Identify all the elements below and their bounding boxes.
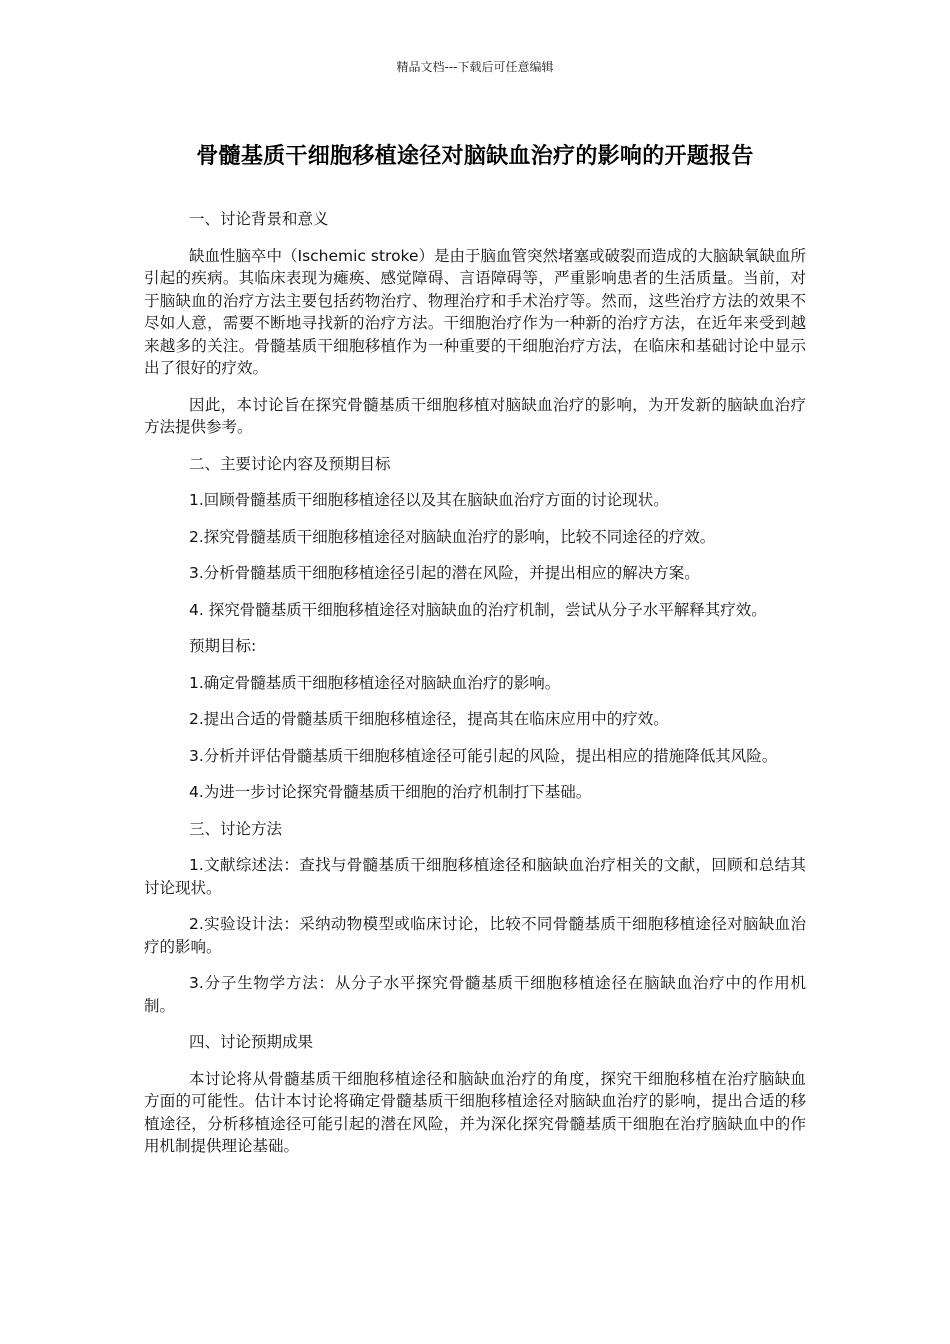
method-item: 1.文献综述法：查找与骨髓基质干细胞移植途径和脑缺血治疗相关的文献，回顾和总结其讨论现状。 — [144, 856, 806, 897]
goals-label: 预期目标: — [189, 637, 257, 655]
research-item: 3.分析骨髓基质干细胞移植途径引起的潜在风险，并提出相应的解决方案。 — [189, 564, 700, 582]
goal-item: 4.为进一步讨论探究骨髓基质干细胞的治疗机制打下基础。 — [189, 783, 592, 801]
research-item: 1.回顾骨髓基质干细胞移植途径以及其在脑缺血治疗方面的讨论现状。 — [189, 491, 669, 509]
research-item: 4. 探究骨髓基质干细胞移植途径对脑缺血的治疗机制，尝试从分子水平解释其疗效。 — [189, 600, 767, 619]
section-4-heading: 四、讨论预期成果 — [189, 1033, 314, 1051]
document-body — [144, 208, 806, 1172]
document-title: 骨髓基质干细胞移植途径对脑缺血治疗的影响的开题报告 — [196, 144, 754, 169]
section-1-paragraph: 因此，本讨论旨在探究骨髓基质干细胞移植对脑缺血治疗的影响，为开发新的脑缺血治疗方法提供参考。 — [144, 395, 806, 436]
research-item: 2.探究骨髓基质干细胞移植途径对脑缺血治疗的影响，比较不同途径的疗效。 — [189, 527, 716, 546]
goal-item: 2.提出合适的骨髓基质干细胞移植途径，提高其在临床应用中的疗效。 — [189, 710, 669, 728]
method-item: 3.分子生物学方法：从分子水平探究骨髓基质干细胞移植途径在脑缺血治疗中的作用机制。 — [144, 974, 806, 1015]
section-1-paragraph: 缺血性脑卒中（Ischemic stroke）是由于脑血管突然堵塞或破裂而造成的大脑缺氧缺血所引起的疾病。其临床表现为瘫痪、感觉障碍、言语障碍等，严重影响患者的生活质量。当前，对于脑缺血的治疗方法主要包括药物治疗、物理治疗和手术治疗等。然而，这些治疗方法的效果不尽如人意，需要不断地寻找新的治疗方法。干细胞治疗作为一种新的治疗方法，在近年来受到越来越多的关注。骨髓基质干细胞移植作为一种重要的干细胞治疗方法，在临床和基础讨论中显示出了很好的疗效。 — [144, 246, 807, 377]
section-3-heading: 三、讨论方法 — [189, 819, 283, 838]
goal-item: 3.分析并评估骨髓基质干细胞移植途径可能引起的风险，提出相应的措施降低其风险。 — [189, 746, 778, 765]
goal-item: 1.确定骨髓基质干细胞移植途径对脑缺血治疗的影响。 — [189, 673, 561, 692]
section-4-paragraph: 本讨论将从骨髓基质干细胞移植途径和脑缺血治疗的角度，探究干细胞移植在治疗脑缺血方面的可能性。估计本讨论将确定骨髓基质干细胞移植途径对脑缺血治疗的影响，提出合适的移植途径，分析移植途径可能引起的潜在风险，并为深化探究骨髓基质干细胞在治疗脑缺血中的作用机制提供理论基础。 — [144, 1069, 806, 1155]
section-2-heading: 二、主要讨论内容及预期目标 — [189, 454, 391, 473]
header-note: 精品文档---下载后可任意编辑 — [396, 60, 554, 74]
method-item: 2.实验设计法：采纳动物模型或临床讨论，比较不同骨髓基质干细胞移植途径对脑缺血治疗的影响。 — [144, 915, 806, 956]
section-1-heading: 一、讨论背景和意义 — [189, 210, 329, 228]
